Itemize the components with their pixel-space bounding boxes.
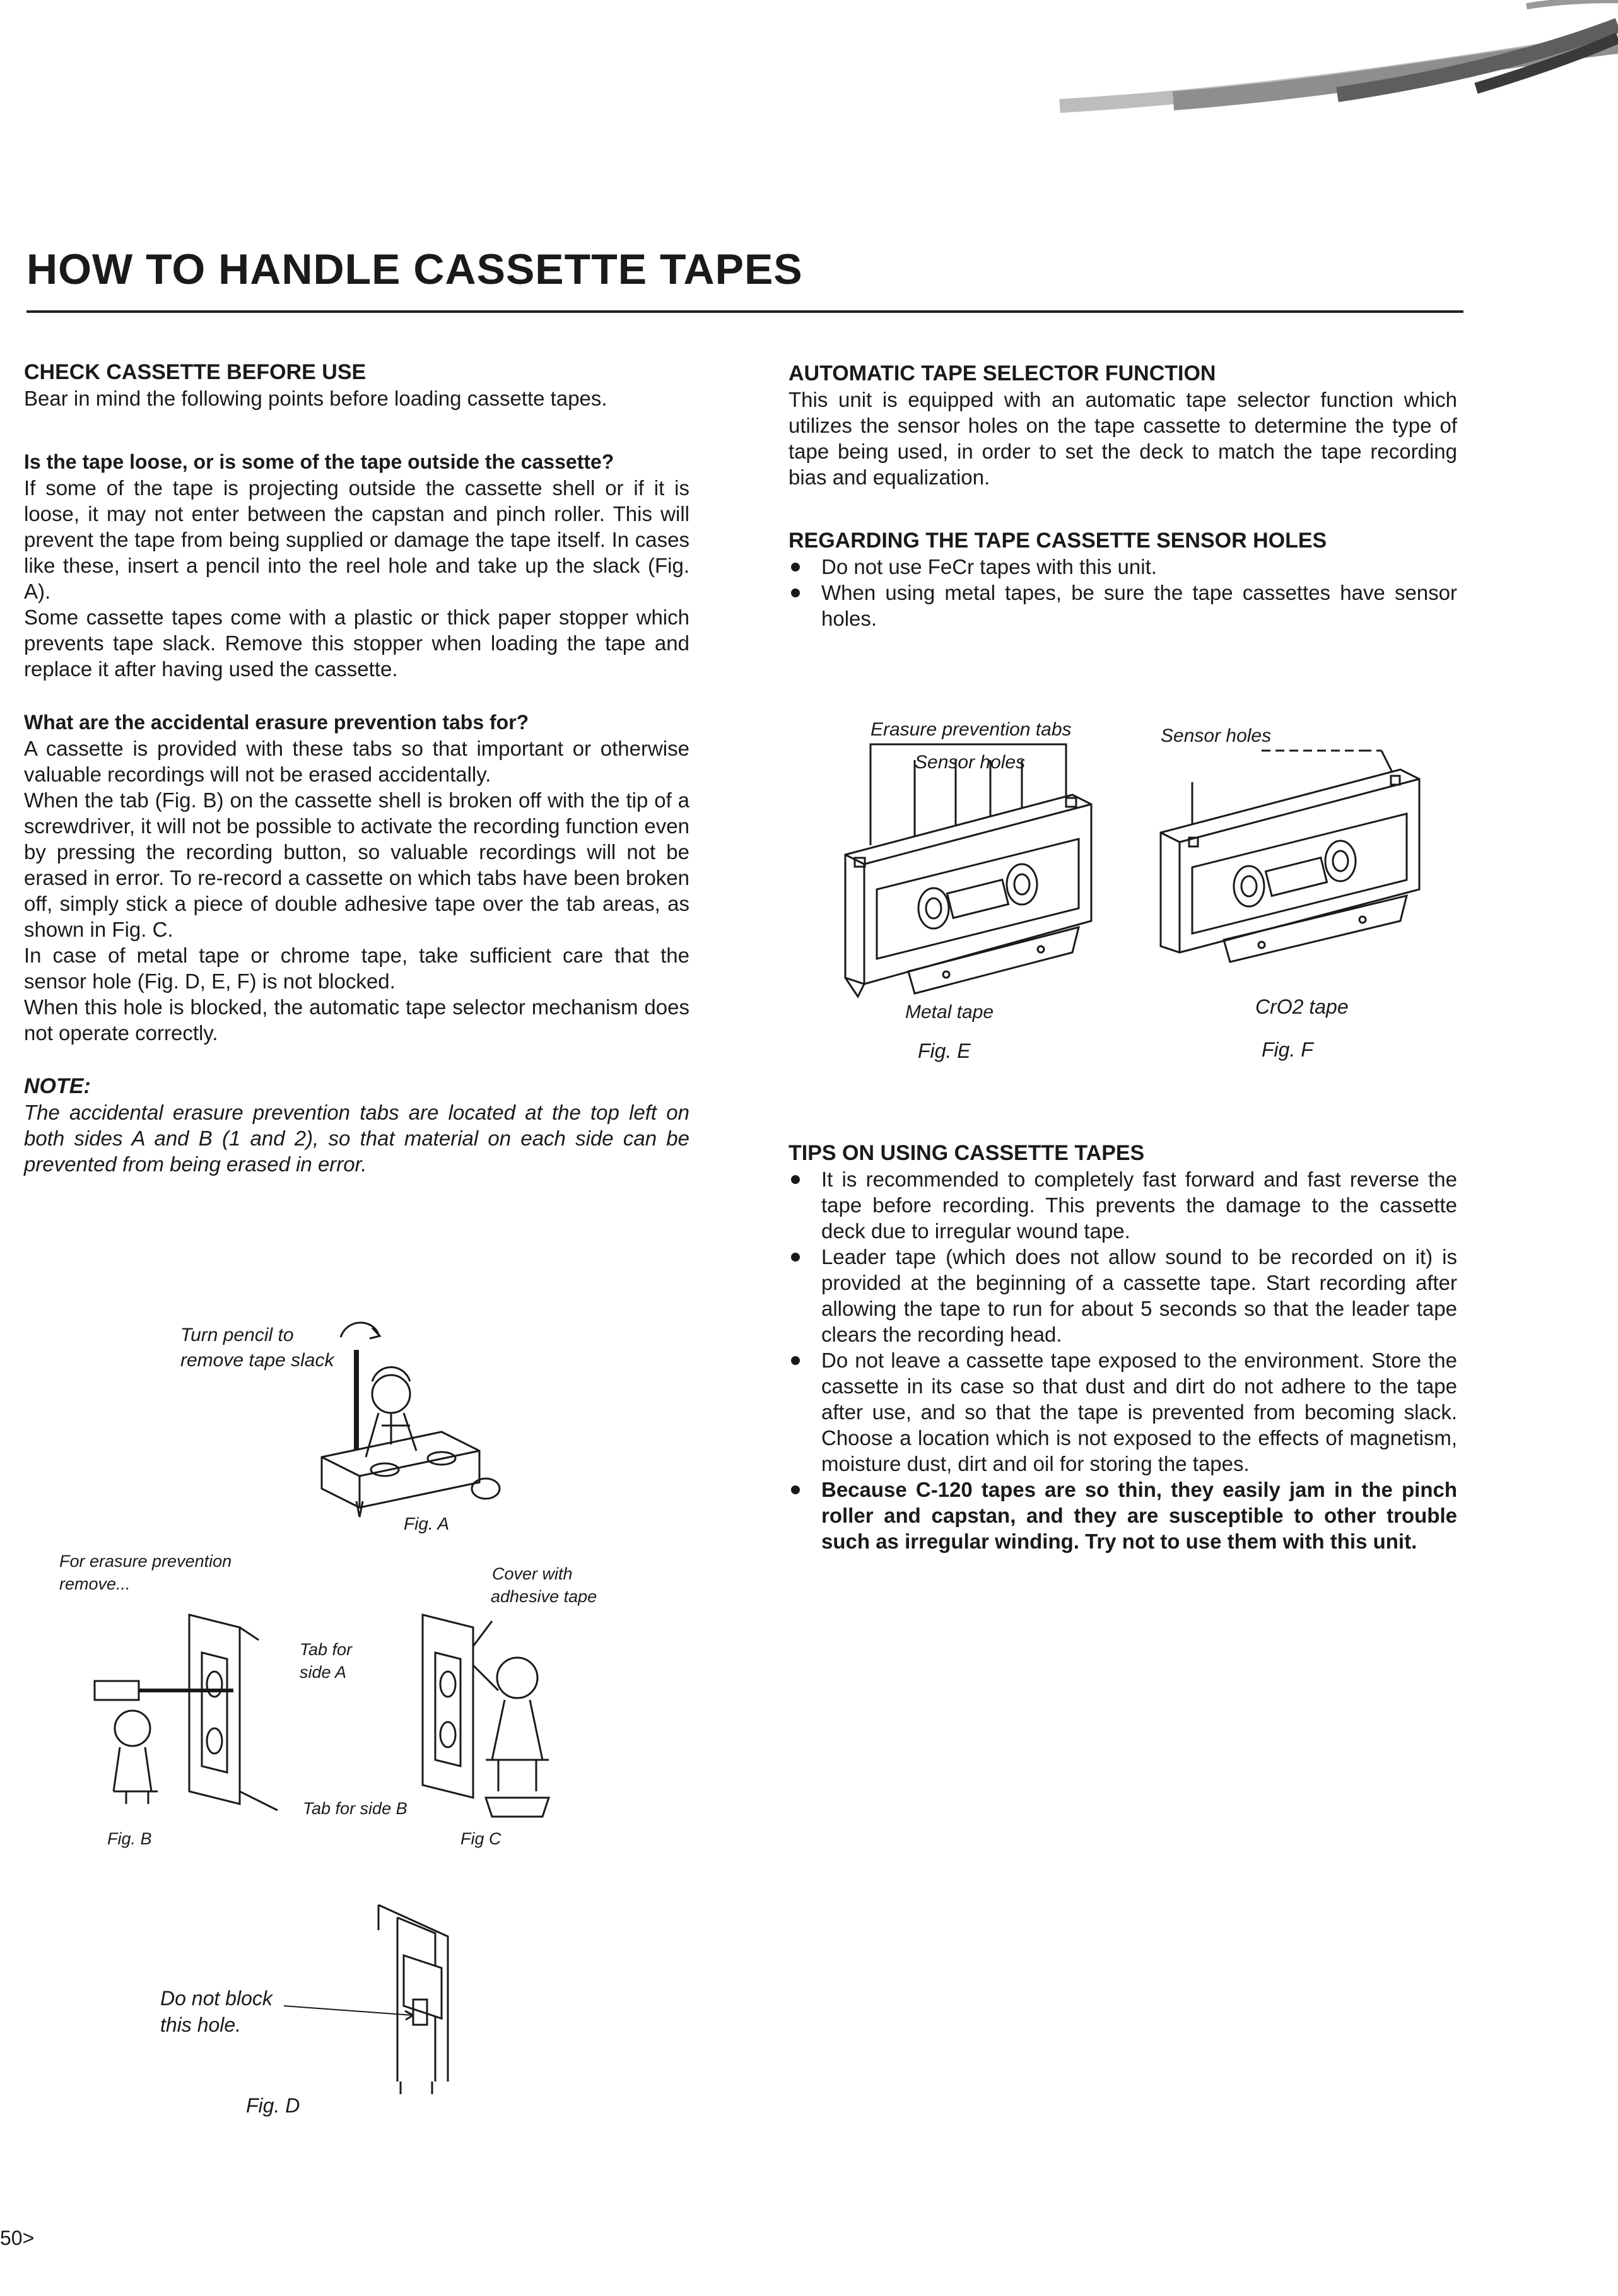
metal-tape-label: Metal tape xyxy=(905,1002,994,1022)
adhesive-tape-illustration xyxy=(410,1608,599,1823)
title-rule xyxy=(26,310,1463,313)
tabs-paragraph-2: When the tab (Fig. B) on the cassette shell is broken off with the tip of a screwdriver, it will not be possible to activate the recording function even by pressing the recording button, so valuable recordings will not be erased in error. To re-record a cassette on which tabs have been broken off, simply stick a piece of double adhesive tape over the tab areas, as shown in Fig. C. xyxy=(24,788,689,941)
figure-f xyxy=(1154,719,1470,1085)
list-item: Because C-120 tapes are so thin, they easily jam in the pinch roller and capstan, and they are susceptible to other trouble such as irregular winding. Try not to use them with this unit. xyxy=(788,1477,1457,1554)
page-number: 50> xyxy=(0,2227,35,2249)
fig-c-label-1: Cover with xyxy=(492,1564,573,1583)
tabs-paragraph-1: A cassette is provided with these tabs so that important or otherwise valuable recordings will not be erased accidentally. xyxy=(24,737,689,786)
figure-e xyxy=(820,719,1173,1085)
fig-d-label-2: this hole. xyxy=(160,2013,242,2036)
figure-d xyxy=(158,1905,511,2132)
list-item: Do not leave a cassette tape exposed to the environment. Store the cassette in its case so that dust and dirt do not adhere to the tape after use, and so that the tape is prevented from becoming slack. Choose a location which is not exposed to the effects of magnetism, moisture dust, dirt and oil for storing the tapes. xyxy=(788,1347,1457,1477)
note-title: NOTE: xyxy=(24,1074,91,1098)
metal-tape-cassette-illustration xyxy=(820,744,1173,1047)
loose-heading: Is the tape loose, or is some of the tape outside the cassette? xyxy=(24,450,614,473)
sensor-hole-illustration xyxy=(284,1905,511,2094)
list-item: It is recommended to completely fast forward and fast reverse the tape before recording. This prevents the damage to the cassette deck due to irregular wound tape. xyxy=(788,1166,1457,1244)
figure-b xyxy=(50,1552,429,1854)
loose-paragraph-2: Some cassette tapes come with a plastic or thick paper stopper which prevents tape slack. Remove this stopper when loading the tape and replace it after having used the cassette. xyxy=(24,606,689,681)
erasure-tabs-label: Erasure prevention tabs xyxy=(871,719,1072,740)
right-column xyxy=(788,361,1457,631)
tab-side-b-label: Tab for side B xyxy=(303,1799,407,1818)
loose-paragraph-1: If some of the tape is projecting outside the cassette shell or if it is loose, it may not enter between the capstan and pinch roller. This will prevent the tape from being supplied or damage the tape itself. In cases like these, insert a pencil into the reel hole and take up the slack (Fig. A). xyxy=(24,476,689,603)
left-column xyxy=(24,360,689,1177)
figure-a xyxy=(177,1299,530,1552)
screwdriver-illustration xyxy=(88,1602,353,1817)
fig-d-label-1: Do not block xyxy=(160,1987,273,2010)
fig-b-label-2: remove... xyxy=(59,1574,131,1593)
list-item: Do not use FeCr tapes with this unit. xyxy=(788,554,1457,580)
tips-list xyxy=(788,1166,1457,1554)
pencil-reel-illustration xyxy=(315,1299,542,1533)
figure-d-caption: Fig. D xyxy=(246,2094,300,2117)
check-heading: CHECK CASSETTE BEFORE USE xyxy=(24,360,366,384)
scan-artifact xyxy=(984,0,1618,114)
list-item: Leader tape (which does not allow sound to be recorded on it) is provided at the beginning of a cassette tape. Start recording after allowing the tape to run for about 5 seconds so that the leader tape clears the recording head. xyxy=(788,1244,1457,1347)
sensor-holes-label-f: Sensor holes xyxy=(1161,725,1272,746)
figure-c-caption: Fig C xyxy=(460,1829,501,1848)
figure-c xyxy=(410,1564,637,1854)
fig-a-label-1: Turn pencil to xyxy=(180,1325,294,1345)
fig-c-label-2: adhesive tape xyxy=(491,1587,597,1606)
cro2-tape-label: CrO2 tape xyxy=(1255,995,1349,1018)
tab-side-a-label-1: Tab for xyxy=(300,1640,353,1659)
tips-heading: TIPS ON USING CASSETTE TAPES xyxy=(788,1141,1145,1165)
tabs-heading: What are the accidental erasure prevention tabs for? xyxy=(24,711,529,734)
page-title: HOW TO HANDLE CASSETTE TAPES xyxy=(26,245,803,293)
list-item: When using metal tapes, be sure the tape cassettes have sensor holes. xyxy=(788,580,1457,631)
tab-side-a-label-2: side A xyxy=(300,1663,347,1682)
figure-b-caption: Fig. B xyxy=(107,1829,152,1848)
auto-heading: AUTOMATIC TAPE SELECTOR FUNCTION xyxy=(788,361,1216,385)
figure-e-caption: Fig. E xyxy=(918,1040,971,1062)
figure-f-caption: Fig. F xyxy=(1262,1038,1313,1061)
sensor-list xyxy=(788,554,1457,631)
note-text: The accidental erasure prevention tabs are located at the top left on both sides A and B (1 and 2), so that material on each side can be prevented from being erased in error. xyxy=(24,1101,689,1176)
sensor-heading: REGARDING THE TAPE CASSETTE SENSOR HOLES xyxy=(788,529,1327,553)
check-intro: Bear in mind the following points before loading cassette tapes. xyxy=(24,387,607,410)
fig-a-label-2: remove tape slack xyxy=(180,1350,334,1371)
tabs-paragraph-3: In case of metal tape or chrome tape, take sufficient care that the sensor hole (Fig. D, E, F) is not blocked. xyxy=(24,944,689,993)
sensor-holes-label: Sensor holes xyxy=(915,752,1026,773)
fig-b-label-1: For erasure prevention xyxy=(59,1552,232,1571)
auto-text: This unit is equipped with an automatic tape selector function which utilizes the sensor holes on the tape cassette to determine the type of tape being used, in order to set the deck to match the tape recording bias and equalization. xyxy=(788,388,1457,489)
figure-a-caption: Fig. A xyxy=(404,1514,450,1533)
tips-section xyxy=(788,1140,1457,1554)
tabs-paragraph-4: When this hole is blocked, the automatic tape selector mechanism does not operate correctly. xyxy=(24,995,689,1045)
